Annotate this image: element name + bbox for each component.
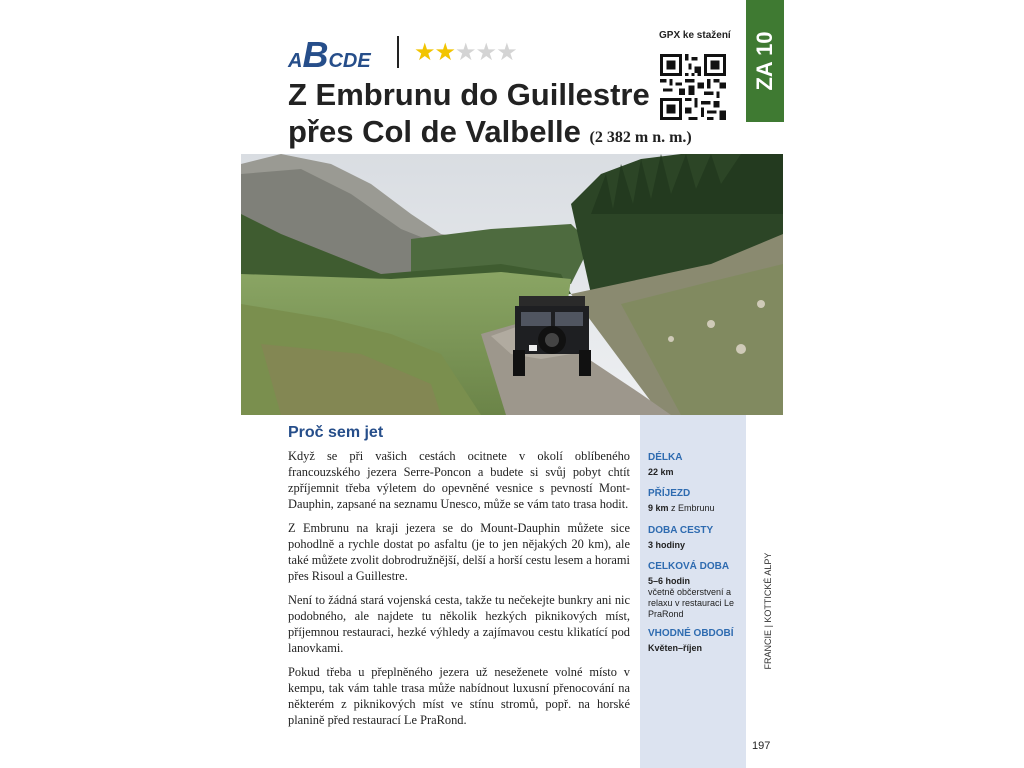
title-altitude: (2 382 m n. m.) [589,129,692,146]
difficulty-b-highlight: B [302,34,329,75]
info-value: 22 km [648,467,674,477]
info-value: Květen–říjen [648,643,703,653]
gpx-label: GPX ke stažení [659,30,731,41]
info-value: 5–6 hodin včetně občerstvení a relaxu v restauraci Le PraRond [648,576,735,619]
difficulty-a: A [288,50,303,72]
title-line-2: přes Col de Valbelle [288,114,581,149]
paragraph: Když se při vašich cestách ocitnete v okolí oblíbeného francouzského jezera Serre-Poncon a budete si svůj pobyt chtít zpříjemnit třeba výletem do opevněné vesnice s pevností Mont-Dauphin, zapsané na seznamu Unesco, může se vám tato trasa hodit. [288,449,630,511]
page-title [288,76,718,156]
info-drive-time [648,525,713,551]
region-text: FRANCIE | KOTTICKÉ ALPY [763,552,773,670]
info-label: PŘÍJEZD [648,488,691,499]
title-line-1: Z Embrunu do Guillestre [288,77,650,112]
route-photo [241,154,783,415]
paragraph: Pokud třeba u přeplněného jezera už neseženete volné místo v kempu, tak vám tahle trasa může nabídnout luxusní přenocování na některém z piknikových míst ve stínu stromů, popř. na horské planině před restaurací Le PraRond. [288,665,630,727]
info-label: DOBA CESTY [648,525,714,536]
paragraph: Z Embrunu na kraji jezera se do Mount-Dauphin můžete sice pohodlně a rychle dostat po asfaltu (je to jen nějakých 20 km), ale také můžete zvolit dobrodružnější, delší a horší cestu lesem a horami přes Risoul a Guillestre. [288,521,630,583]
info-label: CELKOVÁ DOBA [648,561,730,572]
rating-stars [414,38,517,66]
info-label: DÉLKA [648,452,683,463]
star-empty-icon: ★ [475,38,497,66]
page-number: 197 [752,740,771,752]
difficulty-rest: CDE [328,50,371,72]
difficulty-scale [288,34,371,76]
star-filled-icon: ★ [414,38,435,66]
info-label: VHODNÉ OBDOBÍ [648,628,734,639]
star-empty-icon: ★ [496,38,517,66]
star-filled-icon: ★ [434,38,456,66]
region-label [761,552,775,670]
paragraph: Není to žádná stará vojenská cesta, takže tu nečekejte bunkry ani nic podobného, ale najdete tu několik hezkých piknikových míst, příjemnou restauraci, hezké výhledy a zajímavou cestu klikatící pod lanovkami. [288,593,630,655]
info-length [648,452,682,478]
header-divider [397,36,399,68]
info-value: 9 km z Embrunu [648,503,715,513]
star-empty-icon: ★ [455,38,476,66]
article-body [288,448,630,736]
route-code: ZA 10 [752,31,777,91]
info-access [648,488,715,514]
route-code-tab [746,0,784,122]
section-heading: Proč sem jet [288,424,384,441]
info-value: 3 hodiny [648,540,686,550]
info-total-time [648,561,742,620]
info-season [648,628,734,654]
